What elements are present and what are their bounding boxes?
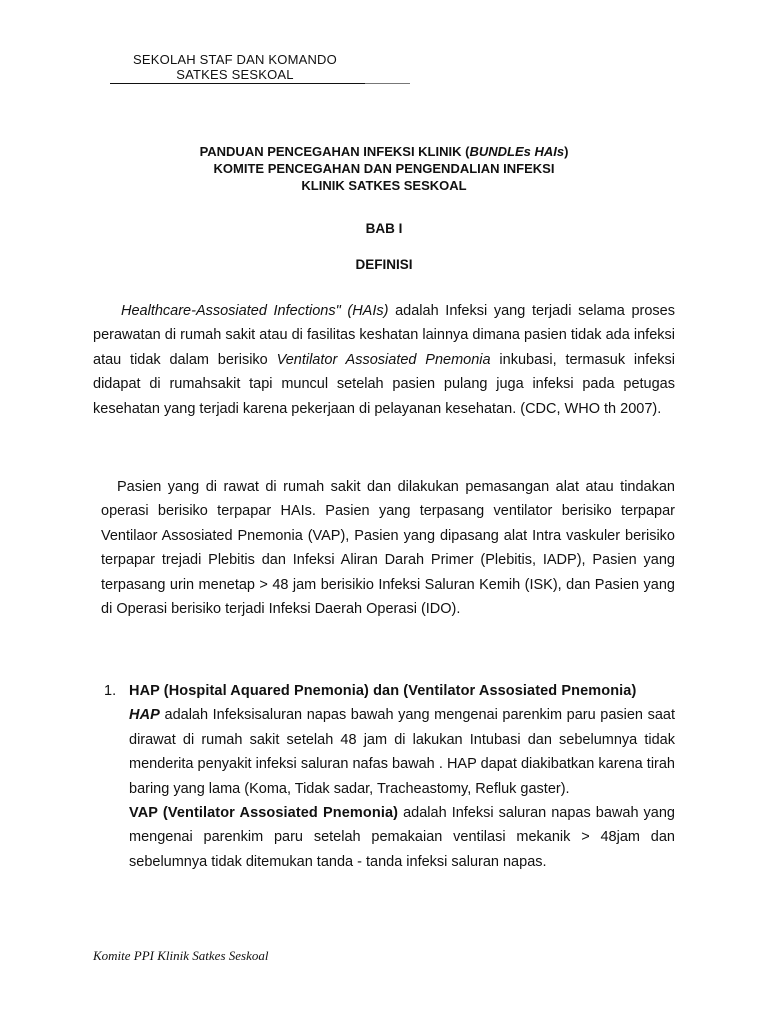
letterhead	[110, 52, 410, 82]
title-line-3: KLINIK SATKES SESKOAL	[301, 178, 467, 193]
paragraph-risk: Pasien yang di rawat di rumah sakit dan dilakukan pemasangan alat atau tindakan operasi berisiko terpapar HAIs. Pasien yang terpasang ventilator berisiko terpapar Ventilaor Assosiated Pnemonia (VAP), Pasien yang dipasang alat Intra vaskuler berisiko terpapar trejadi Plebitis dan Infeksi Aliran Darah Primer (Plebitis, IADP), Pasien yang terpasang urin menetap > 48 jam berisikio Infeksi Saluran Kemih (ISK), dan Pasien yang di Operasi berisiko terjadi Infeksi Daerah Operasi (IDO).	[101, 479, 675, 618]
page-footer: Komite PPI Klinik Satkes Seskoal	[93, 948, 269, 963]
document-title	[0, 143, 768, 194]
vap-term: VAP (Ventilator Assosiated Pnemonia)	[129, 805, 399, 822]
list-number: 1.	[104, 683, 117, 699]
paragraph-definition: Healthcare-Assosiated Infections" (HAIs) adalah Infeksi yang terjadi selama proses perawatan di rumah sakit atau di fasilitas keshatan lainnya dimana pasien tidak ada infeksi atau tidak dalam berisiko Ventilator Assosiated Pnemonia inkubasi, termasuk infeksi didapat di rumahsakit tapi muncul setelah pasien pulang juga infeksi pada petugas kesehatan yang terjadi karena pekerjaan di pelayanan kesehatan. (CDC, WHO th 2007).	[93, 303, 675, 417]
title-line-2: KOMITE PENCEGAHAN DAN PENGENDALIAN INFEKSI	[213, 161, 555, 176]
title-line-1: PANDUAN PENCEGAHAN INFEKSI KLINIK (BUNDLEs HAIs)	[199, 144, 569, 159]
letterhead-line-1: SEKOLAH STAF DAN KOMANDO	[133, 52, 337, 67]
letterhead-rule	[110, 83, 410, 84]
list-item-hap-vap	[129, 679, 675, 874]
paragraph-italic-term: Healthcare-Assosiated Infections" (HAIs)	[121, 303, 389, 319]
chapter-heading: BAB I	[365, 221, 403, 236]
section-heading: DEFINISI	[355, 257, 413, 272]
paragraph-italic-vap: Ventilator Assosiated Pnemonia	[276, 351, 491, 368]
vap-definition: VAP (Ventilator Assosiated Pnemonia) adalah Infeksi saluran napas bawah yang mengenai parenkim paru setelah pemakaian ventilasi mekanik > 48jam dan sebelumnya tidak ditemukan tanda - tanda infeksi saluran napas.	[129, 805, 676, 870]
hap-term: HAP	[129, 707, 160, 724]
hap-definition: HAP adalah Infeksisaluran napas bawah yang mengenai parenkim paru pasien saat dirawat di rumah sakit setelah 48 jam di lakukan Intubasi dan sebelumnya tidak menderita penyakit infeksi saluran nafas bawah . HAP dapat diakibatkan karena tirah baring yang lama (Koma, Tidak sadar, Tracheastomy, Refluk gaster).	[129, 707, 675, 797]
title-italic: BUNDLEs HAIs	[469, 144, 565, 159]
letterhead-line-2: SATKES SESKOAL	[176, 67, 294, 82]
list-item-heading: HAP (Hospital Aquared Pnemonia) dan (Ventilator Assosiated Pnemonia)	[129, 683, 637, 699]
